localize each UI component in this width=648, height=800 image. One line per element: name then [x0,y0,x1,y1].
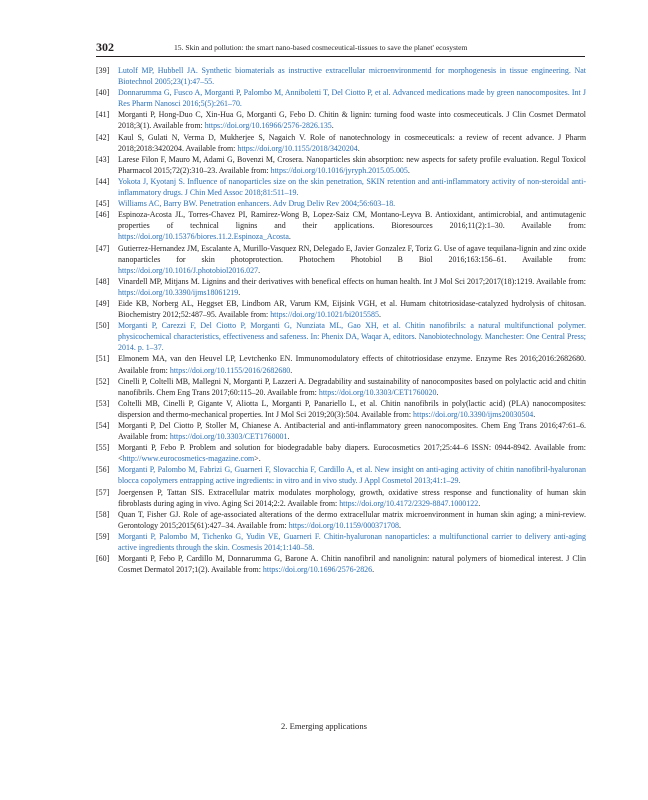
page-number: 302 [96,40,114,54]
doi-link[interactable]: https://doi.org/10.16966/2576-2826.135 [204,121,332,131]
reference-list [96,65,586,575]
reference-number: [54] [96,421,110,430]
reference-entry [96,398,586,420]
doi-link[interactable]: https://doi.org/10.1696/2576-2826 [262,565,373,575]
doi-link[interactable]: https://doi.org/10.1016/J.photobiol2016.027 [118,265,259,275]
reference-entry [96,65,586,87]
reference-number: [59] [96,531,110,541]
doi-link[interactable]: https://doi.org/10.1021/bi2015585 [270,310,379,320]
doi-link[interactable]: https://doi.org/10.1155/2016/2682680 [169,365,291,375]
doi-link[interactable]: https://doi.org/10.3390/ijms20030504 [413,409,534,419]
reference-entry [96,487,586,509]
reference-text[interactable]: Williams AC, Barry BW. Penetration enhancers. Adv Drug Deliv Rev 2004;56:603–18. [118,199,396,209]
reference-entry [96,464,586,486]
section-footer: 2. Emerging applications [280,721,367,731]
reference-number: [53] [96,398,110,408]
reference-text[interactable]: Donnarumma G, Fusco A, Morganti P, Palombo M, Anniboletti T, Del Ciotto P, et al. Advanced medications made by green nanocomposites. Int J Res Pharm Nanosci 2016;5(5):261–70. [118,88,586,109]
reference-number: [44] [96,176,110,186]
doi-link[interactable]: https://doi.org/10.15376/biores.11.2.Espinoza_Acosta [118,232,289,242]
reference-text: Eide KB, Norberg AL, Heggset EB, Lindbom AR, Varum KM, Eijsink VGH, et al. Humam chitotriosidase-catalyzed hydrolysis of chitosan. Biochemistry 2012;52:487–95. Available from: [118,298,586,320]
reference-entry [96,298,586,320]
reference-text: Kaul S, Gulati N, Verma D, Mukherjee S, Nagaich V. Role of nanotechnology in cosmeceuticals: a review of recent advance. J Pharm 2018;2018:3420204. Available from: [118,132,586,153]
reference-number: [48] [96,276,110,286]
reference-tail: . [288,232,291,242]
doi-link[interactable]: https://doi.org/10.1155/2018/3420204 [237,143,358,153]
reference-tail: . [378,310,381,320]
reference-tail: . [533,409,536,419]
reference-entry [96,353,586,375]
doi-link[interactable]: http://www.eurocosmetics-magazine.com [122,454,255,464]
reference-entry [96,87,586,109]
reference-number: [39] [96,66,110,75]
reference-number: [58] [96,509,110,519]
reference-tail: . [478,498,481,508]
reference-tail: . [258,265,261,275]
reference-text[interactable]: Yokota J, Kyotanj S. Influence of nanoparticles size on the skin penetration, SKIN retention and anti-inflammatory activity of non-steroidal anti-inflammatory drugs. J Chin Med Assoc 2018;81:511–19. [118,176,586,198]
doi-link[interactable]: https://doi.org/10.4172/2329-8847.1000122 [339,498,479,508]
reference-text[interactable]: Lutolf MP, Hubbell JA. Synthetic biomaterials as instructive extracellular microenvironmentd for morphogenesis in tissue engineering. Nat Biotechnol 2005;23(1):47–55. [118,66,586,87]
reference-text[interactable]: Morganti P, Carezzi F, Del Ciotto P, Morganti G, Nunziata ML, Gao XH, et al. Chitin nanofibrils: a natural multifunctional polymer. physicochemical characteristics, effectiveness and safeness. In: Phenix DA, Waqar A, editors. Nanobiotechnology. Manchester: One Central Press; 2014. p. 1–37. [118,321,586,353]
doi-link[interactable]: https://doi.org/10.3303/CET1760020 [318,387,437,397]
reference-number: [50] [96,321,110,331]
reference-entry [96,154,586,176]
reference-text: Morganti P, Febo P. Problem and solution for biodegradable baby diapers. Eurocosmetics 2017;25:44–6 ISSN: 0944-8942. Available from: < [118,443,586,464]
reference-number: [47] [96,243,110,253]
reference-tail: . [238,287,241,297]
reference-tail: . [357,143,360,153]
reference-text[interactable]: Morganti P, Palombo M, Fabrizi G, Guarneri F, Slovacchia F, Cardillo A, et al. New insight on anti-aging activity of chitin nanofibril-hyaluronan blocca copolymers entrapping active ingredients: in vitro and in vivo study. J Appl Cosmetol 2013;41:1–29. [118,465,586,486]
reference-number: [55] [96,443,110,453]
reference-text: Coltelli MB, Cinelli P, Gigante V, Aliotta L, Morganti P, Panariello L, et al. Chitin nanofibrils in poly(lactic acid) (PLA) nanocomposites: dispersion and thermo-mechanical properties. Int J Mol Sci 2019;20(3):504. Available from: [118,398,586,419]
reference-tail: >. [254,454,261,464]
reference-text: Gutierrez-Hernandez JM, Escalante A, Murillo-Vasquez RN, Delegado E, Javier Gonzalez F, Toriz G. Use of agave tequilana-lignin and zinc oxide nanoparticles for skin photoprotection. Photochem Photobiol B Biol 2016;163:156–61. Available from: [118,243,586,264]
reference-number: [52] [96,376,110,386]
reference-tail: . [331,121,334,131]
reference-entry [96,531,586,553]
reference-text: Elmonem MA, van den Heuvel LP, Levtchenko EN. Immunomodulatory effects of chitotriosidase enzyme. Enzyme Res 2016;2016:2682680. Available from: [118,354,586,375]
reference-entry [96,176,586,198]
reference-number: [49] [96,298,110,308]
reference-text: Joergensen P, Tattan SIS. Extracellular matrix modulates morphology, growth, oxidative stress response and functionality of human skin fibroblasts during aging in vivo. Aging Sci 2014;2:2. Available from: [118,487,586,508]
reference-text: Quan T, Fisher GJ. Role of age-associated alterations of the dermo extracellular matrix microenvironment in human skin aging; a mini-review. Gerontology 2015;2015(61):427–34. Available from: [118,509,586,530]
reference-entry [96,320,586,353]
reference-entry [96,442,586,464]
reference-number: [45] [96,199,110,209]
reference-entry [96,553,586,575]
reference-entry [96,276,586,298]
reference-text: Morganti P, Febo P, Cardillo M, Donnarumma G, Barone A. Chitin nanofibril and nanolignin: natural polymers of biomedical interest. J Clin Cosmet Dermatol 2017;1(2). Available from: [118,554,586,575]
reference-tail: . [407,165,410,175]
reference-number: [57] [96,487,110,497]
reference-entry [96,209,586,242]
reference-tail: . [398,520,401,530]
reference-entry [96,243,586,276]
reference-text: Cinelli P, Coltelli MB, Mallegni N, Morganti P, Lazzeri A. Degradability and sustainability of nanocomposites based on polylactic acid and chitin nanofibrils. Chem Eng Trans 2017;60:115–20. Available from: [118,376,586,397]
reference-text[interactable]: Morganti P, Palombo M, Tichenko G, Yudin VE, Guarneri F. Chitin-hyaluronan nanoparticles: a multifunctional carrier to delivery anti-aging active ingredients through the skin. Cosmesis 2014;1:140–58. [118,531,586,553]
doi-link[interactable]: https://doi.org/10.3303/CET1760001 [169,432,288,442]
reference-number: [42] [96,132,110,142]
reference-entry [96,198,586,209]
reference-entry [96,132,586,154]
reference-number: [46] [96,210,110,220]
reference-tail: . [372,565,375,575]
reference-number: [41] [96,110,110,120]
reference-tail: . [436,387,439,397]
doi-link[interactable]: https://doi.org/10.1016/jyryph.2015.05.005 [270,165,408,175]
reference-text: Morganti P, Del Ciotto P, Stoller M, Chianese A. Antibacterial and anti-inflammatory green nanocomposites. Chem Eng Trans 2016;47:61–6. Available from: [118,421,586,442]
reference-entry [96,376,586,398]
reference-number: [56] [96,465,110,475]
reference-entry [96,109,586,131]
reference-tail: . [287,432,290,442]
reference-text: Morganti P, Hong-Duo C, Xin-Hua G, Morganti G, Febo D. Chitin & lignin: turning food waste into cosmeceuticals. J Clin Cosmet Dermatol 2018;3(1). Available from: [118,110,586,131]
reference-number: [43] [96,154,110,164]
reference-number: [40] [96,88,110,98]
doi-link[interactable]: https://doi.org/10.3390/ijms18061219 [118,287,239,297]
running-header [96,36,585,57]
reference-text: Vinardell MP, Mitjans M. Lignins and their derivatives with benefical effects on human health. Int J Mol Sci 2017;2017(18):1219. Available from: [118,276,586,286]
doi-link[interactable]: https://doi.org/10.1159/000371708 [288,520,399,530]
reference-entry [96,509,586,531]
reference-text: Espinoza-Acosta JL, Torres-Chavez PI, Ramirez-Wong B, Lopez-Saiz CM, Montano-Leyva B. Antioxidant, antimicrobial, and antimutagenic properties of technical lignins and their applications. Bioresources 2016;11(2):1–30. Available from: [118,210,586,231]
chapter-running-title: 15. Skin and pollution: the smart nano-based cosmeceutical-tissues to save the planet' ecosystem [174,43,468,52]
reference-entry [96,420,586,442]
reference-number: [60] [96,554,110,564]
reference-tail: . [290,365,293,375]
reference-text: Larese Filon F, Mauro M, Adami G, Bovenzi M, Crosera. Nanoparticles skin absorption: new aspects for safety profile evaluation. Regul Toxicol Pharmacol 2015;72(2):310–23. Available from: [118,154,586,175]
reference-number: [51] [96,354,110,364]
